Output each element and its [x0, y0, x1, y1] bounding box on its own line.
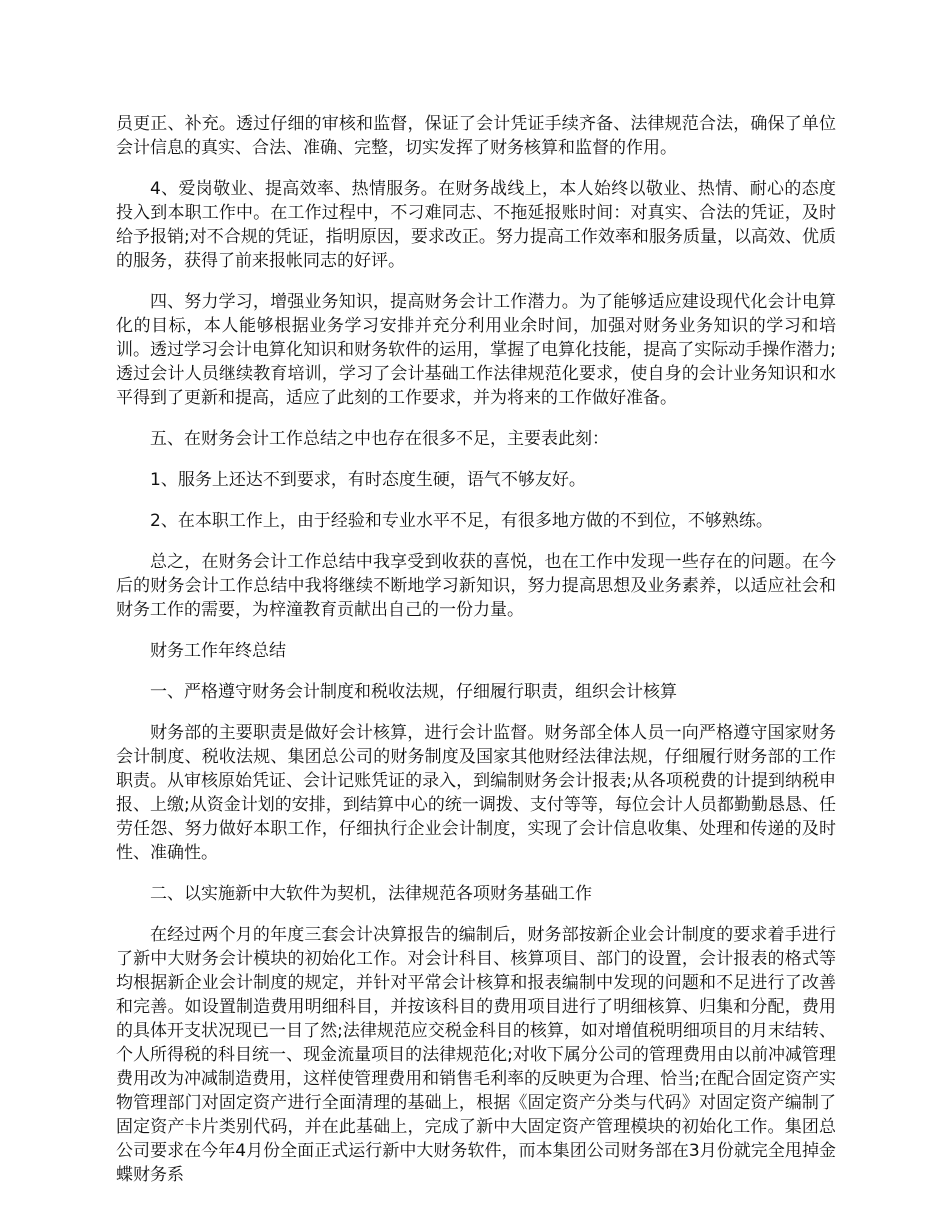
paragraph-continuation: 员更正、补充。透过仔细的审核和监督，保证了会计凭证手续齐备、法律规范合法，确保了单位会计信息的真实、合法、准确、完整，切实发挥了财务核算和监督的作用。	[116, 114, 836, 158]
section-title: 财务工作年终总结	[150, 641, 286, 661]
section-heading-2: 二、以实施新中大软件为契机，法律规范各项财务基础工作	[150, 884, 592, 904]
section-heading-1: 一、严格遵守财务会计制度和税收法规，仔细履行职责，组织会计核算	[150, 682, 677, 702]
paragraph-conclusion: 总之，在财务会计工作总结中我享受到收获的喜悦，也在工作中发现一些存在的问题。在今后的财务会计工作总结中我将继续不断地学习新知识，努力提高思想及业务素养，以适应社会和财务工作的需要，为梓潼教育贡献出自己的一份力量。	[116, 552, 836, 620]
paragraph-shortcomings-heading: 五、在财务会计工作总结之中也存在很多不足，主要表此刻：	[150, 429, 609, 449]
paragraph-shortcoming-2: 2、在本职工作上，由于经验和专业水平不足，有很多地方做的不到位，不够熟练。	[150, 511, 773, 531]
paragraph-accounting-duties: 财务部的主要职责是做好会计核算，进行会计监督。财务部全体人员一向严格遵守国家财务会计制度、税收法规、集团总公司的财务制度及国家其他财经法律法规，仔细履行财务部的工作职责。从审核原始凭证、会计记账凭证的录入，到编制财务会计报表;从各项税费的计提到纳税申报、上缴;从资金计划的安排，到结算中心的统一调拨、支付等等，每位会计人员都勤勤恳恳、任劳任怨、努力做好本职工作，仔细执行企业会计制度，实现了会计信息收集、处理和传递的及时性、准确性。	[116, 723, 836, 863]
paragraph-software-implementation: 在经过两个月的年度三套会计决算报告的编制后，财务部按新企业会计制度的要求着手进行了新中大财务会计模块的初始化工作。对会计科目、核算项目、部门的设置，会计报表的格式等均根据新企业会计制度的规定，并针对平常会计核算和报表编制中发现的问题和不足进行了改善和完善。如设置制造费用明细科目，并按该科目的费用项目进行了明细核算、归集和分配，费用的具体开支状况现已一目了然;法律规范应交税金科目的核算，如对增值税明细项目的月末结转、个人所得税的科目统一、现金流量项目的法律规范化;对收下属分公司的管理费用由以前冲减管理费用改为冲减制造费用，这样使管理费用和销售毛利率的反映更为合理、恰当;在配合固定资产实物管理部门对固定资产进行全面清理的基础上，根据《固定资产分类与代码》对固定资产编制了固定资产卡片类别代码，并在此基础上，完成了新中大固定资产管理模块的初始化工作。集团总公司要求在今年4月份全面正式运行新中大财务软件，而本集团公司财务部在3月份就完全甩掉金蝶财务系	[116, 925, 836, 1185]
paragraph-shortcoming-1: 1、服务上还达不到要求，有时态度生硬，语气不够友好。	[150, 470, 586, 490]
paragraph-dedication: 4、爱岗敬业、提高效率、热情服务。在财务战线上，本人始终以敬业、热情、耐心的态度投入到本职工作中。在工作过程中，不刁难同志、不拖延报账时间：对真实、合法的凭证，及时给予报销;对不合规的凭证，指明原因，要求改正。努力提高工作效率和服务质量，以高效、优质的服务，获得了前来报帐同志的好评。	[116, 179, 836, 271]
paragraph-study: 四、努力学习，增强业务知识，提高财务会计工作潜力。为了能够适应建设现代化会计电算化的目标，本人能够根据业务学习安排并充分利用业余时间，加强对财务业务知识的学习和培训。透过学习会计电算化知识和财务软件的运用，掌握了电算化技能，提高了实际动手操作潜力;透过会计人员继续教育培训，学习了会计基础工作法律规范化要求，使自身的会计业务知识和水平得到了更新和提高，适应了此刻的工作要求，并为将来的工作做好准备。	[116, 292, 836, 408]
document-body	[116, 112, 836, 1187]
